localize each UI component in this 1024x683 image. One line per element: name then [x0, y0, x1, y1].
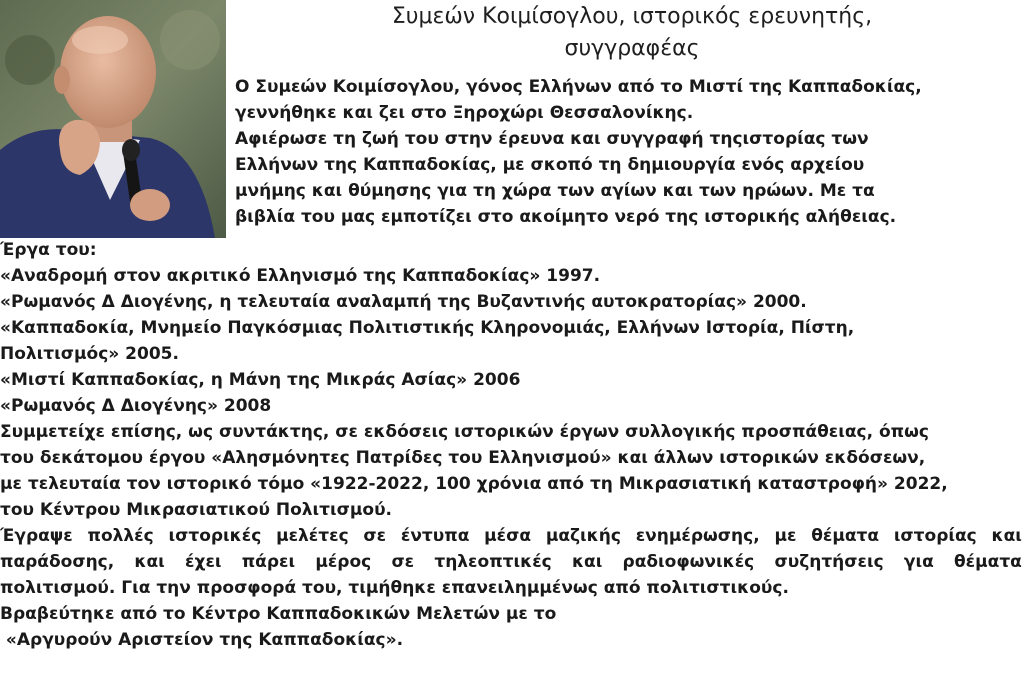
- word: ιστορίας: [893, 526, 977, 546]
- word: θέματα: [954, 552, 1022, 572]
- author-photo: [0, 0, 226, 238]
- page-title-line-1: Συμεών Κοιμίσογλου, ιστορικός ερευνητής,: [391, 4, 873, 29]
- intro-line: γεννήθηκε και ζει στο Ξηροχώρι Θεσσαλονίκης.: [235, 103, 694, 123]
- participation-line: του δεκάτομου έργου «Αλησμόνητες Πατρίδες του Ελληνισμού» και άλλων ιστορικών εκδόσεων,: [0, 448, 926, 468]
- works-item: «Ρωμανός Δ Διογένης» 2008: [0, 396, 272, 416]
- participation-line: του Κέντρου Μικρασιατικού Πολιτισμού.: [0, 500, 393, 520]
- word: μέσα: [484, 526, 532, 546]
- intro-line: Ελλήνων της Καππαδοκίας, με σκοπό τη δημιουργία ενός αρχείου: [235, 155, 865, 175]
- media-line: πολιτισμού. Για την προσφορά του, τιμήθηκε επανειλημμένως από πολιτιστικούς.: [0, 578, 789, 598]
- word: και: [991, 526, 1022, 546]
- word: και: [571, 552, 603, 572]
- word: ιστορικές: [168, 526, 262, 546]
- word: συζητήσεις: [774, 552, 884, 572]
- word: μελέτες: [276, 526, 349, 546]
- portrait-photo-icon: [0, 0, 226, 238]
- word: μαζικής: [545, 526, 621, 546]
- award-line: «Αργυρούν Αριστείον της Καππαδοκίας».: [0, 630, 404, 650]
- word: Έγραψε: [0, 526, 73, 546]
- intro-line: Ο Συμεών Κοιμίσογλου, γόνος Ελλήνων από το Μιστί της Καππαδοκίας,: [235, 77, 922, 97]
- intro-line: Αφιέρωσε τη ζωή του στην έρευνα και συγγραφή τηςιστορίας των: [235, 129, 869, 149]
- word: σε: [391, 552, 415, 572]
- intro-line: βιβλία του μας εμποτίζει στο ακοίμητο νερό της ιστορικής αλήθειας.: [235, 207, 897, 227]
- media-line-justified: [0, 524, 1022, 548]
- page-title-line-2: συγγραφέας: [564, 36, 700, 61]
- word: πολλές: [87, 526, 154, 546]
- word: έντυπα: [400, 526, 470, 546]
- works-item: Πολιτισμός» 2005.: [0, 344, 179, 364]
- word: για: [903, 552, 934, 572]
- word: μέρος: [315, 552, 372, 572]
- word: έχει: [185, 552, 222, 572]
- participation-line: Συμμετείχε επίσης, ως συντάκτης, σε εκδόσεις ιστορικών έργων συλλογικής προσπάθειας, όπως: [0, 422, 929, 442]
- works-item: «Καππαδοκία, Μνημείο Παγκόσμιας Πολιτιστικής Κληρονομιάς, Ελλήνων Ιστορία, Πίστη,: [0, 318, 855, 338]
- word: παράδοσης,: [0, 552, 115, 572]
- works-item: «Μιστί Καππαδοκίας, η Μάνη της Μικράς Ασίας» 2006: [0, 370, 521, 390]
- works-item: «Ρωμανός Δ Διογένης, η τελευταία αναλαμπή της Βυζαντινής αυτοκρατορίας» 2000.: [0, 292, 807, 312]
- media-line-justified: [0, 550, 1022, 574]
- word: και: [134, 552, 165, 572]
- word: τηλεοπτικές: [434, 552, 552, 572]
- word: σε: [363, 526, 387, 546]
- intro-line: μνήμης και θύμησης για τη χώρα των αγίων και των ηρώων. Με τα: [235, 181, 875, 201]
- word: με: [774, 526, 797, 546]
- works-heading: Έργα του:: [0, 240, 97, 260]
- works-item: «Αναδρομή στον ακριτικό Ελληνισμό της Καππαδοκίας» 1997.: [0, 266, 601, 286]
- word: ραδιοφωνικές: [622, 552, 755, 572]
- word: ενημέρωσης,: [635, 526, 760, 546]
- award-line: Βραβεύτηκε από το Κέντρο Καππαδοκικών Μελετών με το: [0, 604, 557, 624]
- participation-line: με τελευταία τον ιστορικό τόμο «1922-2022, 100 χρόνια από τη Μικρασιατική καταστροφή» 2022,: [0, 474, 948, 494]
- word: πάρει: [241, 552, 296, 572]
- word: θέματα: [811, 526, 880, 546]
